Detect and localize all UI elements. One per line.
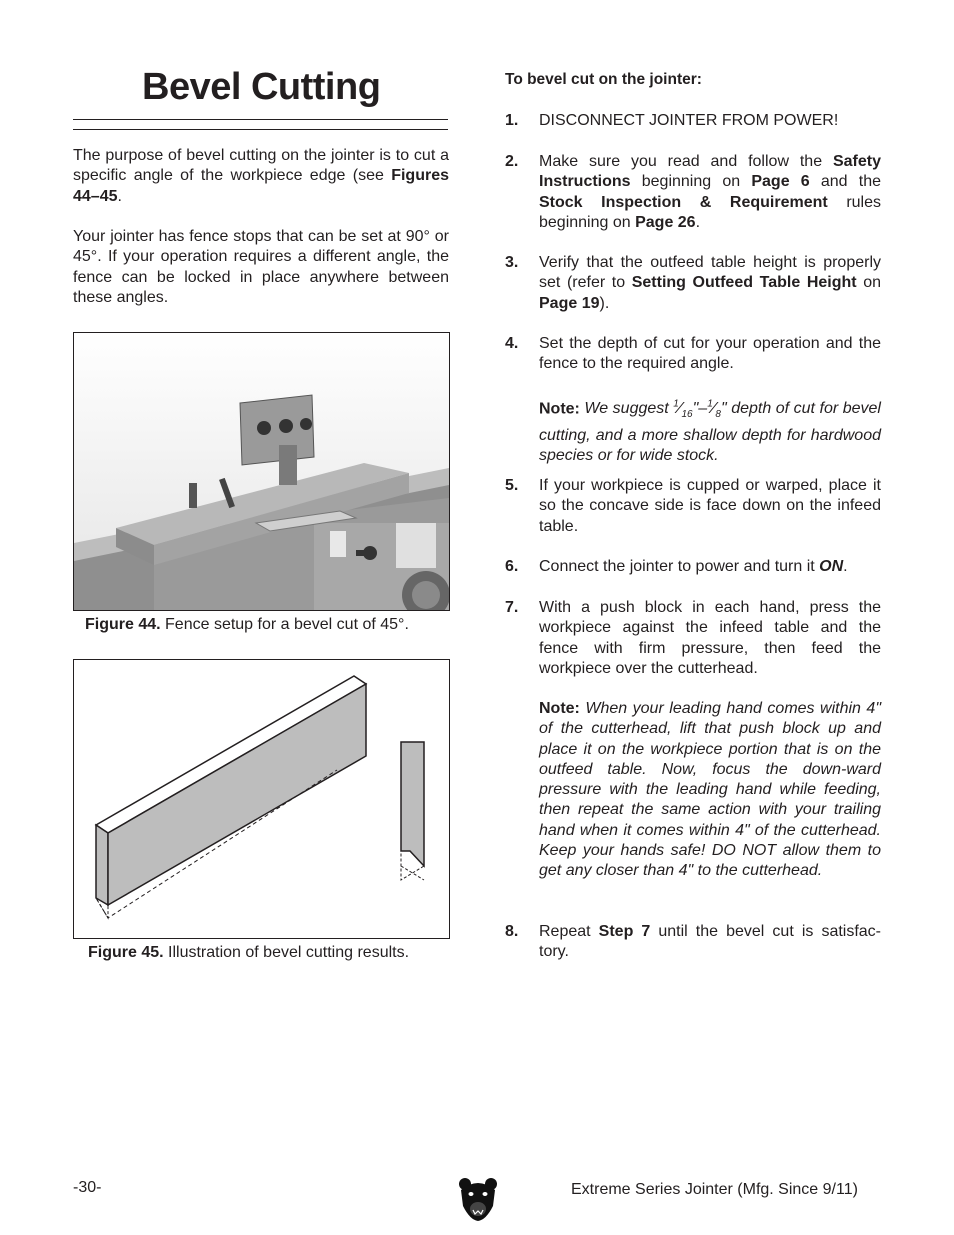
step-7: 7. With a push block in each hand, press the workpiece against the infeed table and the fence with firm pressure, then feed the workpiece over the cutterhead.: [505, 599, 881, 677]
intro-paragraph-2: Your jointer has fence stops that can be set at 90° or 45°. If your operation requires a different angle, the fence can be locked in place anywhere between these angles.: [73, 228, 449, 307]
page-number: -30-: [73, 1179, 102, 1196]
step-5: 5. If your workpiece is cupped or warped, place it so the concave side is face down on the infeed table.: [505, 477, 881, 535]
footer-document-title: Extreme Series Jointer (Mfg. Since 9/11): [571, 1181, 858, 1198]
bevel-cut-workpiece-diagram: [74, 660, 449, 938]
step-3: 3. Verify that the outfeed table height is properly set (refer to Setting Outfeed Table Height on Page 19).: [505, 254, 881, 312]
bear-head-logo-icon: [458, 1176, 498, 1227]
figure-44-caption: Figure 44. Fence setup for a bevel cut of 45°.: [85, 616, 409, 633]
title-rule-top: [73, 119, 448, 120]
step-1: 1. DISCONNECT JOINTER FROM POWER!: [505, 112, 839, 129]
figure-44-photo: [73, 332, 450, 611]
figure-45-illustration: [73, 659, 450, 939]
step-8: 8. Repeat Step 7 until the bevel cut is satisfac-tory.: [505, 923, 882, 961]
step-2: 2. Make sure you read and follow the Safety Instructions beginning on Page 6 and the Stock Inspection & Requirement rules beginning on Page 26.: [505, 153, 882, 231]
intro-paragraph-1: The purpose of bevel cutting on the jointer is to cut a specific angle of the workpiece edge (see Figures 44–45.: [73, 147, 449, 205]
title-rule-bottom: [73, 129, 448, 130]
page-title: Bevel Cutting: [142, 66, 381, 108]
figure-45-caption: Figure 45. Illustration of bevel cutting results.: [88, 944, 410, 961]
jointer-fence-illustration: [74, 333, 449, 610]
note-depth-of-cut: Note: We suggest $^1⁄_{16}"-^1⁄_8$" depth of cut for bevel cutting, and a more shallow depth for hardwood species or for wide stock.: [539, 399, 881, 465]
step-6: 6. Connect the jointer to power and turn it ON.: [505, 558, 848, 575]
step-4: 4. Set the depth of cut for your operation and the fence to the required angle.: [505, 335, 881, 373]
procedure-heading: To bevel cut on the jointer:: [505, 71, 702, 88]
note-leading-hand: Note: When your leading hand comes within 4" of the cutterhead, lift that push block up and place it on the workpiece portion that is on the outfeed table. Now, focus the down-ward pressure with the leading hand while feeding, then repeat the same action with your trailing hand when it comes within 4" of the cutterhead. Keep your hands safe! DO NOT allow them to get any closer than 4" to the cutterhead.: [539, 700, 881, 880]
